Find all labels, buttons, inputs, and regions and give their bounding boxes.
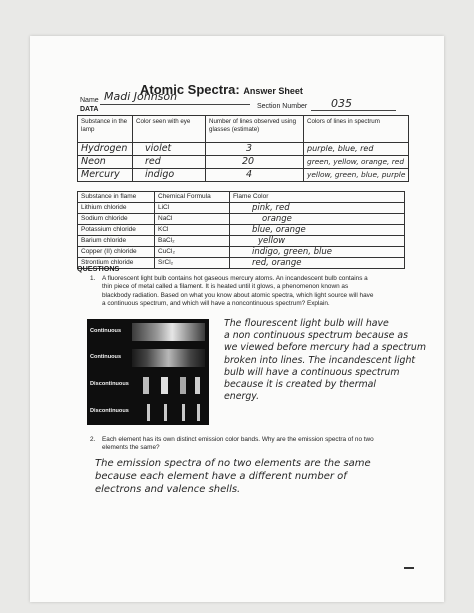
lamp-header-line-count: Number of lines observed using glasses (estimate) [206,116,304,143]
flame-formula: SrCl₂ [155,258,230,269]
spectral-line [182,404,185,421]
question-2-number: 2. [90,436,96,443]
spectral-line [147,404,150,421]
flame-table-header [78,192,405,203]
spectrum-row-continuous [87,319,209,345]
spectrum-row-discontinuous [87,399,209,425]
flame-header-color: Flame Color [230,192,405,203]
name-value: Madi Johnson [104,90,178,103]
lamp-table-header [78,116,409,143]
questions-heading: QUESTIONS [77,264,120,273]
flame-formula: CuCl₂ [155,247,230,258]
spectrum-row-continuous [87,345,209,371]
section-underline [311,110,396,111]
lamp-table [77,115,409,182]
flame-color: blue, orange [230,225,405,236]
spectral-line [195,377,200,394]
flame-formula: NaCl [155,214,230,225]
spectrum-row-discontinuous [87,372,209,398]
lamp-header-line-colors: Colors of lines in spectrum [304,116,409,143]
spectrum-label: Continuous [90,328,122,334]
table-row [78,225,405,236]
flame-formula: LiCl [155,203,230,214]
page-mark [404,567,414,569]
table-row [78,169,409,182]
spectral-line [161,377,168,394]
table-row [78,236,405,247]
flame-substance: Sodium chloride [78,214,155,225]
page-title: Atomic Spectra: Answer Sheet [140,82,303,97]
table-row [78,247,405,258]
flame-color: red, orange [230,258,405,269]
flame-color: orange [230,214,405,225]
table-row [78,143,409,156]
lamp-eye-color: red [133,156,206,169]
lamp-substance: Neon [78,156,133,169]
data-label: DATA [80,106,99,113]
flame-substance: Barium chloride [78,236,155,247]
spectrum-label: Discontinuous [90,381,129,387]
table-row [78,258,405,269]
name-underline [100,104,250,105]
lamp-header-substance: Substance in the lamp [78,116,133,143]
lamp-substance: Mercury [78,169,133,182]
flame-table [77,191,405,269]
flame-formula: KCl [155,225,230,236]
lamp-line-count: 20 [206,156,304,169]
continuous-band [132,349,205,367]
flame-substance: Lithium chloride [78,203,155,214]
flame-header-formula: Chemical Formula [155,192,230,203]
flame-header-substance: Substance in flame [78,192,155,203]
section-label: Section Number [257,103,308,110]
lamp-line-colors: yellow, green, blue, purple [304,169,409,182]
flame-color: yellow [230,236,405,247]
flame-substance: Potassium chloride [78,225,155,236]
spectral-line [143,377,149,394]
flame-color: pink, red [230,203,405,214]
lamp-eye-color: violet [133,143,206,156]
flame-substance: Copper (II) chloride [78,247,155,258]
question-2-text: Each element has its own distinct emission color bands. Why are the emission spectra of no two elements the same? [102,436,374,452]
name-label: Name [80,97,99,104]
lamp-line-colors: green, yellow, orange, red [304,156,409,169]
spectrum-figure [87,319,209,425]
table-row [78,156,409,169]
flame-color: indigo, green, blue [230,247,405,258]
lamp-substance: Hydrogen [78,143,133,156]
question-1-text: A fluorescent light bulb contains hot gaseous mercury atoms. An incandescent bulb contains a thin piece of metal called a filament. It is heated until it glows, a phenomenon known as blackbody radiation. Based on what you know about atomic spectra, which light source will have a continuous spectrum, and which will have a noncontinuous spectrum? Explain. [102,275,374,307]
spectral-line [180,377,186,394]
answer-1: The flourescent light bulb will have a non continuous spectrum because as we viewed before mercury had a spectrum broken into lines. The incandescent light bulb will have a continuous spectrum because it is created by thermal energy. [224,318,426,403]
continuous-band [132,323,205,341]
spectrum-label: Continuous [90,354,122,360]
spectral-line [164,404,167,421]
lamp-line-count: 4 [206,169,304,182]
table-row [78,203,405,214]
table-row [78,214,405,225]
lamp-line-colors: purple, blue, red [304,143,409,156]
answer-2: The emission spectra of no two elements are the same because each element have a different number of electrons and valence shells. [95,458,371,495]
lamp-header-eye-color: Color seen with eye [133,116,206,143]
flame-substance: Strontium chloride [78,258,155,269]
question-1-number: 1. [90,275,96,282]
flame-formula: BaCl₂ [155,236,230,247]
lamp-line-count: 3 [206,143,304,156]
spectral-line [197,404,200,421]
spectrum-label: Discontinuous [90,408,129,414]
section-value: 035 [331,97,352,110]
lamp-eye-color: indigo [133,169,206,182]
